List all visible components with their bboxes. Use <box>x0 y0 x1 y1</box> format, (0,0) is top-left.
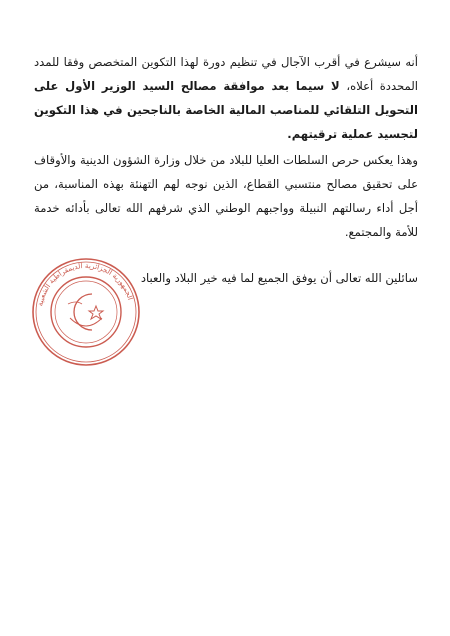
paragraph-1-bold-text: لا سيما بعد موافقة مصالح السيد الوزير الأول على التحويل التلقائي للمناصب المالية الخاصة بالناجحين في هذا التكوين لتجسيد عملية ترقيتهم. <box>34 78 418 141</box>
seal-circular-text: الجمهورية الجزائرية الديمقراطية الشعبية <box>35 260 136 307</box>
svg-text:الجمهورية الجزائرية الديمقراطي <box>35 261 135 307</box>
official-seal-stamp <box>30 256 142 368</box>
paragraph-training-announcement <box>34 50 418 146</box>
paragraph-authorities-commitment: وهذا يعكس حرص السلطات العليا للبلاد من خلال وزارة الشؤون الدينية والأوقاف على تحقيق مصالح منتسبي القطاع، الذين نوجه لهم التهنئة بهذه المناسبة، من أجل أداء رسالتهم النبيلة وواجبهم الوطني الذي شرفهم الله تعالى بأدائه خدمة للأمة والمجتمع. <box>34 152 418 239</box>
paragraph-closing-prayer: سائلين الله تعالى أن يوفق الجميع لما فيه خير البلاد والعباد <box>140 270 418 285</box>
paragraph-1-regular-text: أنه سيشرع في أقرب الآجال في تنظيم دورة لهذا التكوين المتخصص وفقا للمدد المحددة أعلاه، <box>34 54 418 93</box>
